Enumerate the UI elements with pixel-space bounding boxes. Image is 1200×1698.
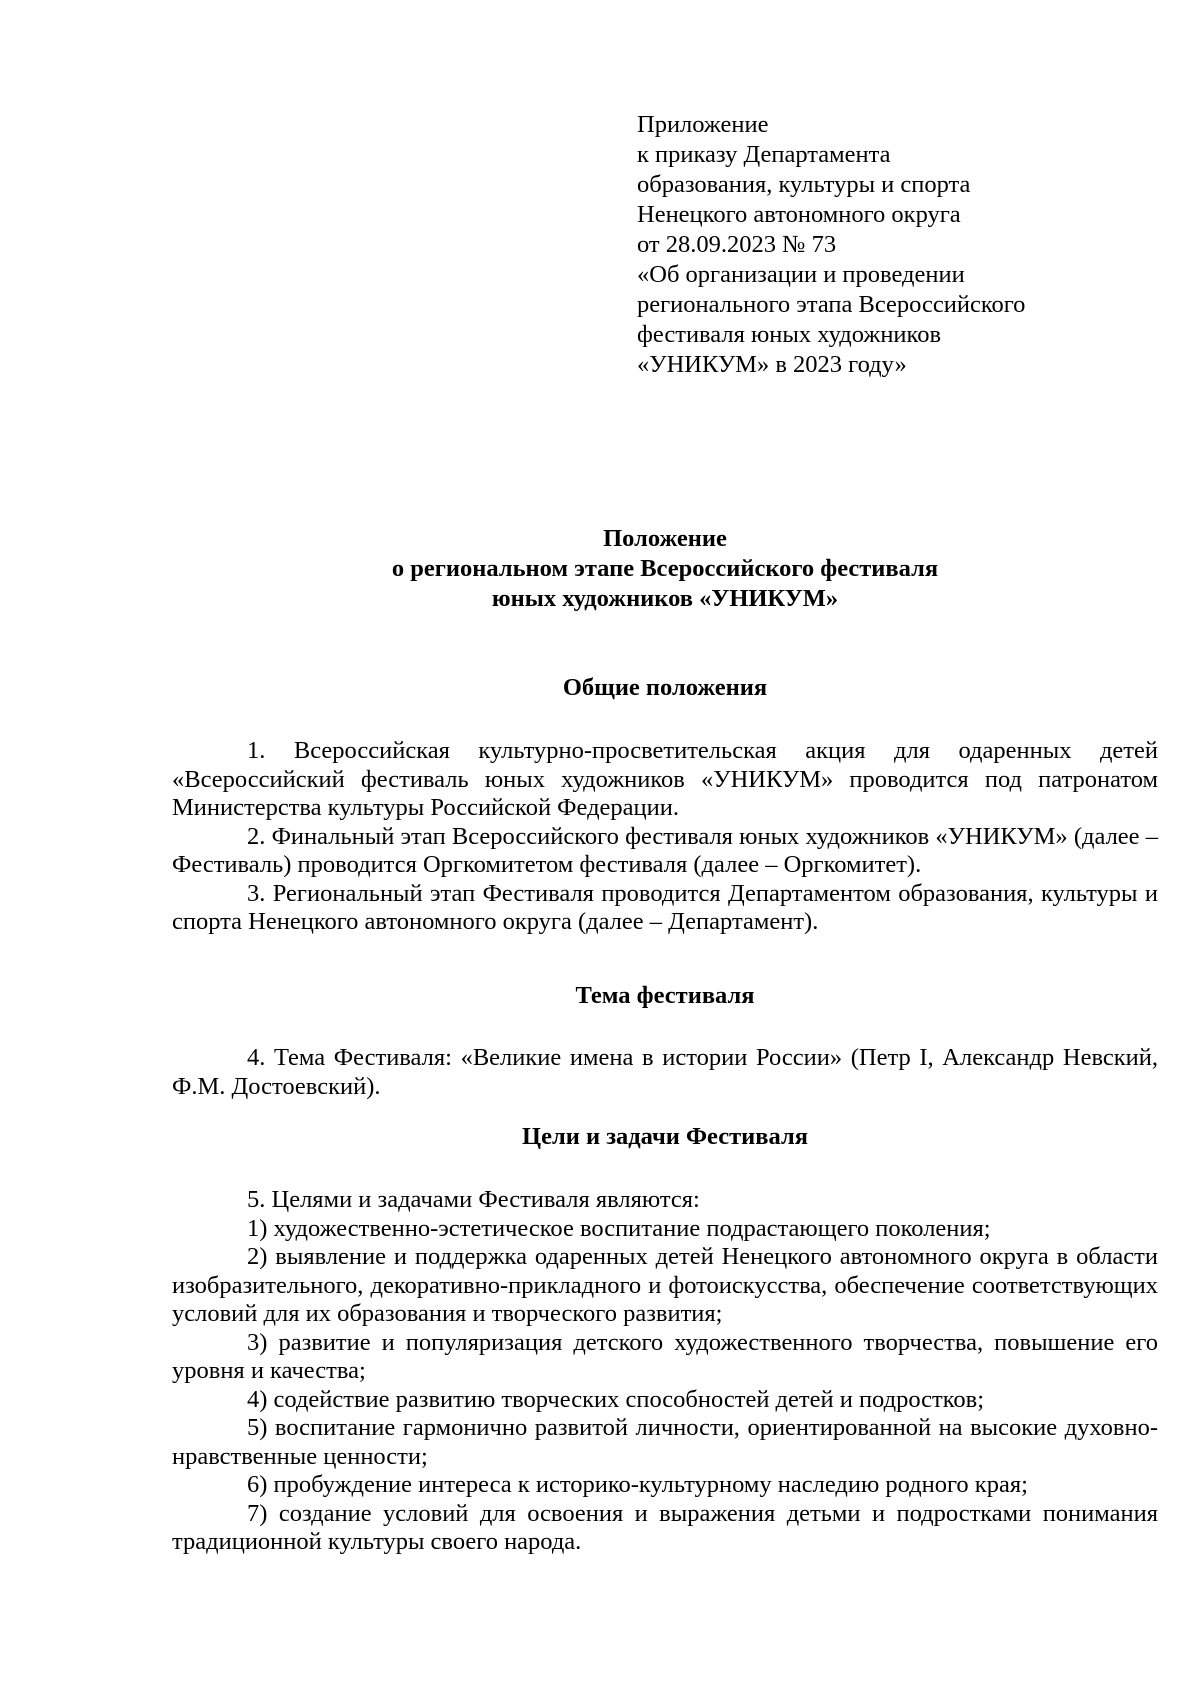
paragraph: 4) содействие развитию творческих способностей детей и подростков; [247,1385,985,1413]
paragraph: 6) пробуждение интереса к историко-культурному наследию родного края; [247,1471,1028,1498]
paragraph: 4. Тема Фестиваля: «Великие имена в истории России» (Петр I, Александр Невский, Ф.М. Достоевский). [172,1044,1158,1100]
section-heading-goals: Цели и задачи Фестиваля [522,1123,808,1150]
paragraph: 5. Целями и задачами Фестиваля являются: [247,1186,700,1213]
paragraph: 3) развитие и популяризация детского художественного творчества, повышение его уровня и качества; [172,1328,1158,1384]
appendix-line: фестиваля юных художников [637,321,942,348]
section-heading-theme: Тема фестиваля [575,982,755,1009]
appendix-line: образования, культуры и спорта [637,171,971,198]
appendix-header [637,110,1107,380]
section-goals-body [172,1186,1158,1557]
title-line: о региональном этапе Всероссийского фестиваля [391,555,939,582]
paragraph: 5) воспитание гармонично развитой личности, ориентированной на высокие духовно-нравственные ценности; [172,1414,1158,1470]
appendix-line: к приказу Департамента [637,141,891,168]
section-theme-body [172,1044,1158,1101]
section-general-body [172,737,1158,937]
appendix-line: Приложение [637,111,769,138]
appendix-line: регионального этапа Всероссийского [637,291,1026,318]
title-line: Положение [603,525,727,552]
paragraph: 7) создание условий для освоения и выражения детьми и подростками понимания традиционной культуры своего народа. [172,1499,1158,1555]
paragraph: 1) художественно-эстетическое воспитание подрастающего поколения; [247,1214,991,1242]
paragraph: 3. Региональный этап Фестиваля проводится Департаментом образования, культуры и спорта Ненецкого автономного округа (далее – Департамент). [172,879,1158,935]
paragraph: 1. Всероссийская культурно-просветительская акция для одаренных детей «Всероссийский фестиваль юных художников «УНИКУМ» проводится под патронатом Министерства культуры Российской Федерации. [172,737,1158,821]
paragraph: 2) выявление и поддержка одаренных детей Ненецкого автономного округа в области изобразительного, декоративно-прикладного и фотоискусства, обеспечение соответствующих условий для их образования и творческого развития; [172,1243,1158,1327]
appendix-line: от 28.09.2023 № 73 [637,231,837,258]
appendix-line: «УНИКУМ» в 2023 году» [637,351,907,378]
appendix-line: Ненецкого автономного округа [637,201,961,228]
title-line: юных художников «УНИКУМ» [491,585,839,612]
section-heading-general: Общие положения [562,674,768,701]
appendix-line: «Об организации и проведении [637,261,965,288]
document-title [172,524,1158,614]
paragraph: 2. Финальный этап Всероссийского фестиваля юных художников «УНИКУМ» (далее – Фестиваль) проводится Оргкомитетом фестиваля (далее – Оргкомитет). [172,822,1158,878]
